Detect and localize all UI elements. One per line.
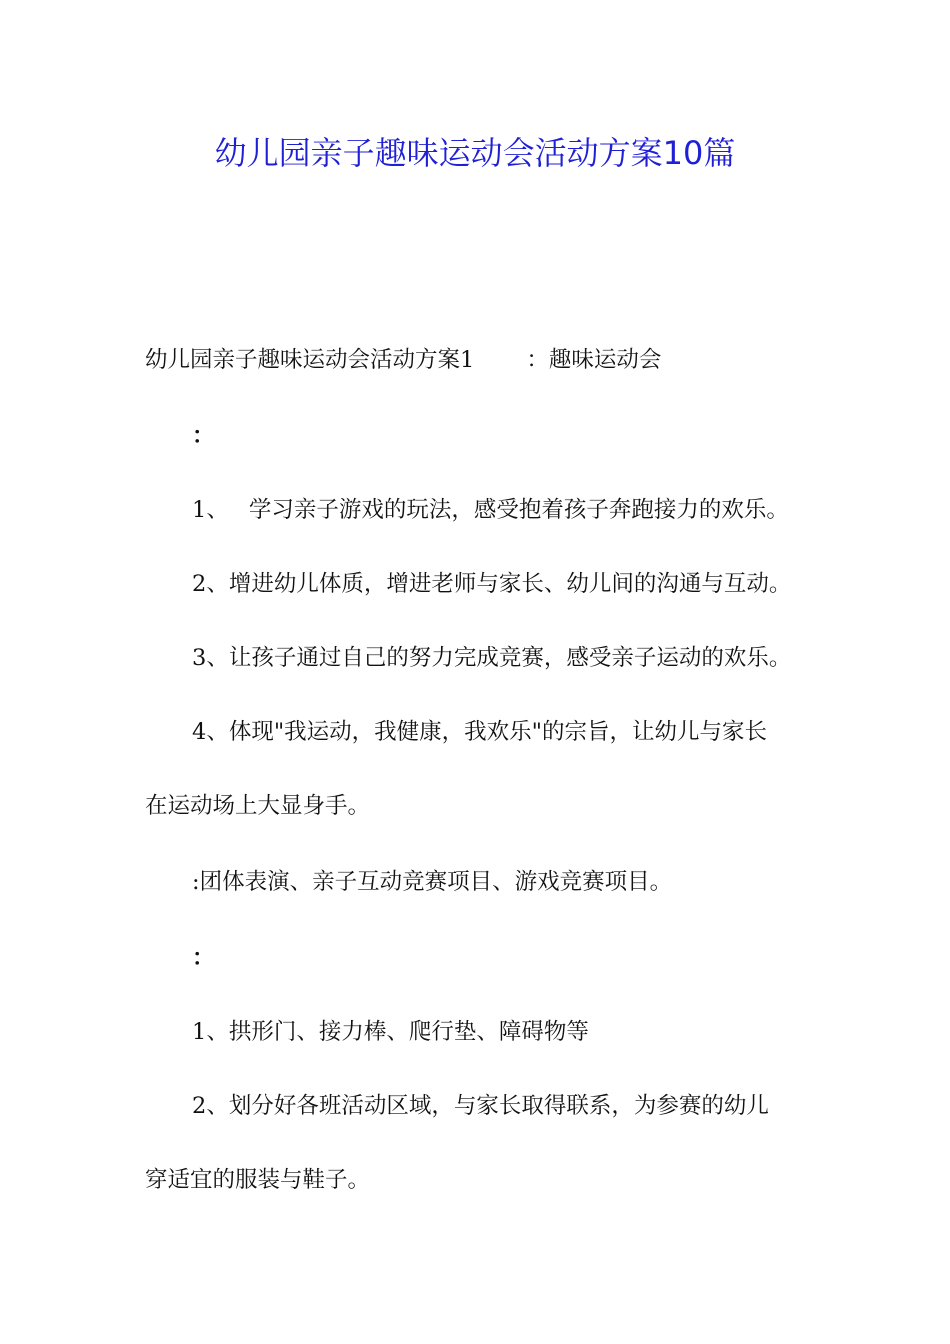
section-heading-left: 幼儿园亲子趣味运动会活动方案1 — [145, 347, 475, 373]
goal-item-1 — [192, 494, 789, 526]
content-line: :团体表演、亲子互动竞赛项目、游戏竞赛项目。 — [192, 869, 673, 895]
colon-line-goals: ： — [192, 423, 215, 449]
section-heading — [145, 344, 661, 376]
prep-item-2: 2、划分好各班活动区域，与家长取得联系，为参赛的幼儿 — [192, 1093, 769, 1119]
prep-item-2-continued: 穿适宜的服装与鞋子。 — [145, 1167, 371, 1193]
prep-item-1: 1、拱形门、接力棒、爬行垫、障碍物等 — [192, 1019, 589, 1045]
goal-item-1-number: 1、 — [192, 497, 229, 523]
goal-item-3: 3、让孩子通过自己的努力完成竞赛，感受亲子运动的欢乐。 — [192, 645, 792, 671]
goal-item-1-text: 学习亲子游戏的玩法，感受抱着孩子奔跑接力的欢乐。 — [248, 497, 789, 523]
section-heading-right: ：趣味运动会 — [526, 347, 662, 373]
goal-item-4: 4、体现"我运动，我健康，我欢乐"的宗旨，让幼儿与家长 — [192, 719, 768, 745]
goal-item-4-continued: 在运动场上大显身手。 — [145, 793, 371, 819]
document-title: 幼儿园亲子趣味运动会活动方案10篇 — [214, 134, 736, 172]
colon-line-prep: ： — [192, 945, 215, 971]
goal-item-2: 2、增进幼儿体质，增进老师与家长、幼儿间的沟通与互动。 — [192, 571, 792, 597]
